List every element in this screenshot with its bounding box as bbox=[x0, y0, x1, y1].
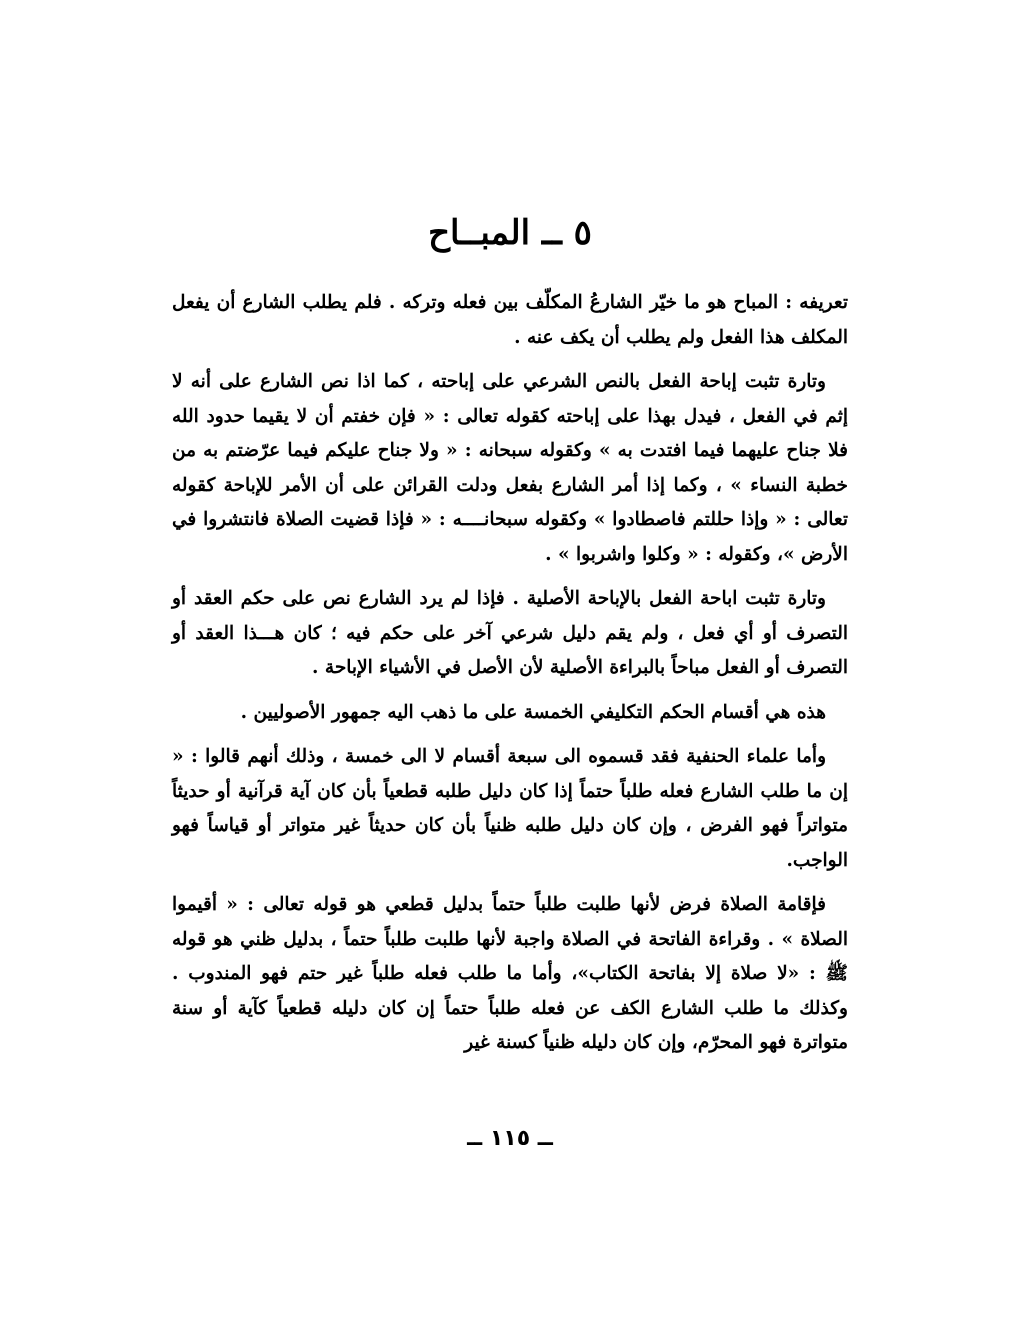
body-text bbox=[172, 286, 848, 1071]
paragraph-hanafi-division: وأما علماء الحنفية فقد قسموه الى سبعة أقسام لا الى خمسة ، وذلك أنهم قالوا : « إن ما طلب الشارع فعله طلباً حتماً إذا كان دليل طلبه قطعياً بأن كان آية قرآنية أو حديثاً متواتراً فهو الفرض ، وإن كان دليل طلبه ظنياً بأن كان حديثاً غير متواتر أو قياساً فهو الواجب. bbox=[172, 746, 848, 871]
definition-text: المباح هو ما خيّر الشارعُ المكلّف بين فعله وتركه . فلم يطلب الشارع أن يفعل المكلف هذا الفعل ولم يطلب أن يكف عنه . bbox=[172, 292, 848, 348]
page-number: ــ ١١٥ ــ bbox=[467, 1126, 553, 1151]
paragraph-original-permission: وتارة تثبت اباحة الفعل بالإباحة الأصلية . فإذا لم يرد الشارع نص على حكم العقد أو التصرف أو أي فعل ، ولم يقم دليل شرعي آخر على حكم فيه ؛ كان هـــذا العقد أو التصرف أو الفعل مباحاً بالبراءة الأصلية لأن الأصل في الأشياء الإباحة . bbox=[172, 588, 848, 678]
paragraph-definition bbox=[172, 286, 848, 355]
definition-label: تعريفه : bbox=[785, 292, 848, 313]
section-title: ٥ ــ المبــاح bbox=[428, 213, 592, 253]
paragraph-textual-permission: وتارة تثبت إباحة الفعل بالنص الشرعي على إباحته ، كما اذا نص الشارع على أنه لا إثم في الفعل ، فيدل بهذا على إباحته كقوله تعالى : « فإن خفتم أن لا يقيما حدود الله فلا جناح عليهما فيما افتدت به » وكقوله سبحانه : « ولا جناح عليكم فيما عرّضتم به من خطبة النساء » ، وكما إذا أمر الشارع بفعل ودلت القرائن على أن الأمر للإباحة كقوله تعالى : « وإذا حللتم فاصطادوا » وكقوله سبحانــــه : « فإذا قضيت الصلاة فانتشروا في الأرض »، وكقوله : « وكلوا واشربوا » . bbox=[172, 371, 848, 565]
paragraph-summary: هذه هي أقسام الحكم التكليفي الخمسة على ما ذهب اليه جمهور الأصوليين . bbox=[240, 701, 826, 723]
paragraph-examples: فإقامة الصلاة فرض لأنها طلبت طلباً حتماً بدليل قطعي هو قوله تعالى : « أقيموا الصلاة » . وقراءة الفاتحة في الصلاة واجبة لأنها طلبت طلباً حتماً ، بدليل ظني هو قوله ﷺ : «لا صلاة إلا بفاتحة الكتاب»، وأما ما طلب فعله طلباً غير حتم فهو المندوب . وكذلك ما طلب الشارع الكف عن فعله طلباً حتماً إن كان دليله قطعياً كآية أو سنة متواترة فهو المحرّم، وإن كان دليله ظنياً كسنة غير bbox=[172, 894, 848, 1053]
